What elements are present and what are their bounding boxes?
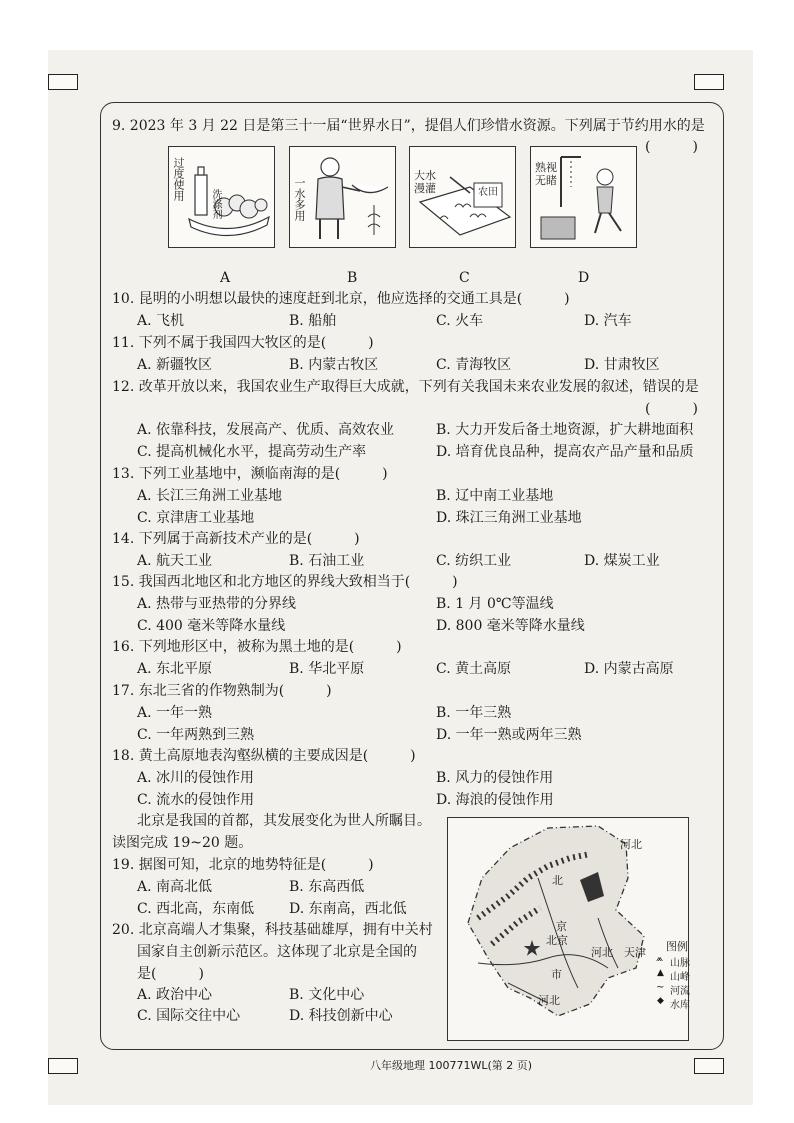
question-19-option-c[interactable]: C. 西北高，东南低 xyxy=(137,901,255,917)
question-20-stem-line-2: 国家自主创新示范区。这体现了北京是全国的 xyxy=(137,944,417,960)
reservoir-icon: ◆ xyxy=(657,996,664,1006)
panel-c-picture xyxy=(409,146,516,248)
question-13-stem: 13. 下列工业基地中，濒临南海的是( ) xyxy=(112,466,388,482)
panel-b-picture xyxy=(289,146,396,248)
question-14-option-d[interactable]: D. 煤炭工业 xyxy=(584,553,660,569)
legend-title: 图例 xyxy=(666,940,688,953)
map-label-hebei-ne: 河北 xyxy=(620,838,642,851)
question-12-option-c[interactable]: C. 提高机械化水平，提高劳动生产率 xyxy=(137,444,367,460)
question-15-option-c[interactable]: C. 400 毫米等降水量线 xyxy=(137,618,286,634)
map-label-hebei-mid: 河北 xyxy=(591,946,613,959)
question-18-option-d[interactable]: D. 海浪的侵蚀作用 xyxy=(436,792,554,808)
registration-mark xyxy=(48,74,78,90)
question-13-option-a[interactable]: A. 长江三角洲工业基地 xyxy=(137,488,283,504)
panel-d-picture xyxy=(530,146,637,248)
question-17-option-d[interactable]: D. 一年一熟或两年三熟 xyxy=(436,727,582,743)
question-20-stem-line-1: 20. 北京高端人才集聚，科技基础雄厚，拥有中关村 xyxy=(112,922,433,938)
map-label-bei: 北 xyxy=(552,874,563,887)
question-15-option-a[interactable]: A. 热带与亚热带的分界线 xyxy=(137,596,297,612)
question-18-option-a[interactable]: A. 冰川的侵蚀作用 xyxy=(137,770,255,786)
question-16-stem: 16. 下列地形区中，被称为黑土地的是( ) xyxy=(112,639,402,655)
question-19-option-a[interactable]: A. 南高北低 xyxy=(137,879,213,895)
river-icon: ∼ xyxy=(656,982,665,993)
question-11-stem: 11. 下列不属于我国四大牧区的是( ) xyxy=(112,335,374,351)
question-14-stem: 14. 下列属于高新技术产业的是( ) xyxy=(112,531,360,547)
map-label-tianjin: 天津 xyxy=(624,946,646,959)
question-15-option-d[interactable]: D. 800 毫米等降水量线 xyxy=(436,618,585,634)
passage-line-2: 读图完成 19~20 题。 xyxy=(112,835,253,851)
question-17-option-a[interactable]: A. 一年一熟 xyxy=(137,705,213,721)
mountain-peak-icon: ▲ xyxy=(657,968,664,978)
beijing-map xyxy=(447,817,689,1041)
question-20-option-a[interactable]: A. 政治中心 xyxy=(137,987,213,1003)
question-13-option-c[interactable]: C. 京津唐工业基地 xyxy=(137,510,255,526)
question-17-stem: 17. 东北三省的作物熟制为( ) xyxy=(112,683,332,699)
question-10-option-c[interactable]: C. 火车 xyxy=(436,313,484,329)
question-16-option-d[interactable]: D. 内蒙古高原 xyxy=(584,661,674,677)
legend-item-mountain-peak: 山峰 xyxy=(670,972,690,983)
question-12-stem: 12. 改革开放以来，我国农业生产取得巨大成就，下列有关我国未来农业发展的叙述，错误的是 xyxy=(112,379,699,395)
question-19-stem: 19. 据图可知，北京的地势特征是( ) xyxy=(112,857,374,873)
question-10-stem: 10. 昆明的小明想以最快的速度赶到北京，他应选择的交通工具是( ) xyxy=(112,291,570,307)
question-14-option-b[interactable]: B. 石油工业 xyxy=(289,553,365,569)
question-14-option-a[interactable]: A. 航天工业 xyxy=(137,553,213,569)
question-13-option-d[interactable]: D. 珠江三角洲工业基地 xyxy=(436,510,582,526)
question-19-option-b[interactable]: B. 东高西低 xyxy=(289,879,365,895)
question-18-option-b[interactable]: B. 风力的侵蚀作用 xyxy=(436,770,554,786)
question-10-option-d[interactable]: D. 汽车 xyxy=(584,313,632,329)
panel-b-letter: B xyxy=(347,270,358,286)
map-label-beijing: 北京 xyxy=(546,934,568,947)
question-13-option-b[interactable]: B. 辽中南工业基地 xyxy=(436,488,554,504)
question-16-option-c[interactable]: C. 黄土高原 xyxy=(436,661,512,677)
panel-b-side-text: 一水多用 xyxy=(293,177,306,221)
question-18-option-c[interactable]: C. 流水的侵蚀作用 xyxy=(137,792,255,808)
passage-line-1: 北京是我国的首都，其发展变化为世人所瞩目。 xyxy=(137,813,431,829)
panel-d-side-text: 熟视无睹 xyxy=(535,161,557,187)
map-label-shi: 市 xyxy=(551,968,562,981)
question-10-option-a[interactable]: A. 飞机 xyxy=(137,313,185,329)
question-17-option-b[interactable]: B. 一年三熟 xyxy=(436,705,512,721)
question-20-option-b[interactable]: B. 文化中心 xyxy=(289,987,365,1003)
question-11-option-d[interactable]: D. 甘肃牧区 xyxy=(584,357,660,373)
question-12-answer-blank: ( ) xyxy=(645,401,698,417)
panel-d-letter: D xyxy=(578,270,590,286)
map-label-jing: 京 xyxy=(556,920,567,933)
question-20-option-c[interactable]: C. 国际交往中心 xyxy=(137,1008,241,1024)
legend-item-mountain-range: 山脉 xyxy=(670,958,690,969)
question-11-option-b[interactable]: B. 内蒙古牧区 xyxy=(289,357,379,373)
question-19-option-d[interactable]: D. 东南高，西北低 xyxy=(289,901,407,917)
panel-a-bottle-text: 洗涤剂 xyxy=(210,189,221,219)
panel-c-field-text: 农田 xyxy=(478,187,498,198)
map-label-hebei-sw: 河北 xyxy=(538,994,560,1007)
question-10-option-b[interactable]: B. 船舶 xyxy=(289,313,337,329)
question-17-option-c[interactable]: C. 一年两熟到三熟 xyxy=(137,727,255,743)
question-18-stem: 18. 黄土高原地表沟壑纵横的主要成因是( ) xyxy=(112,748,416,764)
mountain-range-icon: ⩕ xyxy=(656,954,664,964)
legend-item-river: 河流 xyxy=(670,986,690,997)
question-20-option-d[interactable]: D. 科技创新中心 xyxy=(289,1008,393,1024)
registration-mark xyxy=(48,1058,78,1074)
question-16-option-b[interactable]: B. 华北平原 xyxy=(289,661,365,677)
question-12-option-d[interactable]: D. 培育优良品种，提高农产品产量和品质 xyxy=(436,444,694,460)
question-12-option-a[interactable]: A. 依靠科技，发展高产、优质、高效农业 xyxy=(137,422,395,438)
panel-a-letter: A xyxy=(220,270,231,286)
question-9-stem: 9. 2023 年 3 月 22 日是第三十一届“世界水日”，提倡人们珍惜水资源。下列属于节约用水的是 xyxy=(112,118,705,134)
panel-a-picture xyxy=(168,146,275,248)
panel-c-side-text: 大水漫灌 xyxy=(414,169,436,195)
panel-a-side-text: 过度使用 xyxy=(172,157,185,201)
page-footer: 八年级地理 100771WL(第 2 页) xyxy=(370,1059,533,1072)
question-11-option-c[interactable]: C. 青海牧区 xyxy=(436,357,512,373)
question-14-option-c[interactable]: C. 纺织工业 xyxy=(436,553,512,569)
question-12-option-b[interactable]: B. 大力开发后备土地资源，扩大耕地面积 xyxy=(436,422,694,438)
question-15-option-b[interactable]: B. 1 月 0℃等温线 xyxy=(436,596,554,612)
question-20-stem-line-3: 是( ) xyxy=(137,966,204,982)
registration-mark xyxy=(694,1058,724,1074)
question-11-option-a[interactable]: A. 新疆牧区 xyxy=(137,357,213,373)
question-16-option-a[interactable]: A. 东北平原 xyxy=(137,661,213,677)
question-15-stem: 15. 我国西北地区和北方地区的界线大致相当于( ) xyxy=(112,574,458,590)
question-9-answer-blank: ( ) xyxy=(645,139,698,155)
registration-mark xyxy=(694,74,724,90)
panel-c-letter: C xyxy=(459,270,470,286)
legend-item-reservoir: 水库 xyxy=(670,1000,690,1011)
